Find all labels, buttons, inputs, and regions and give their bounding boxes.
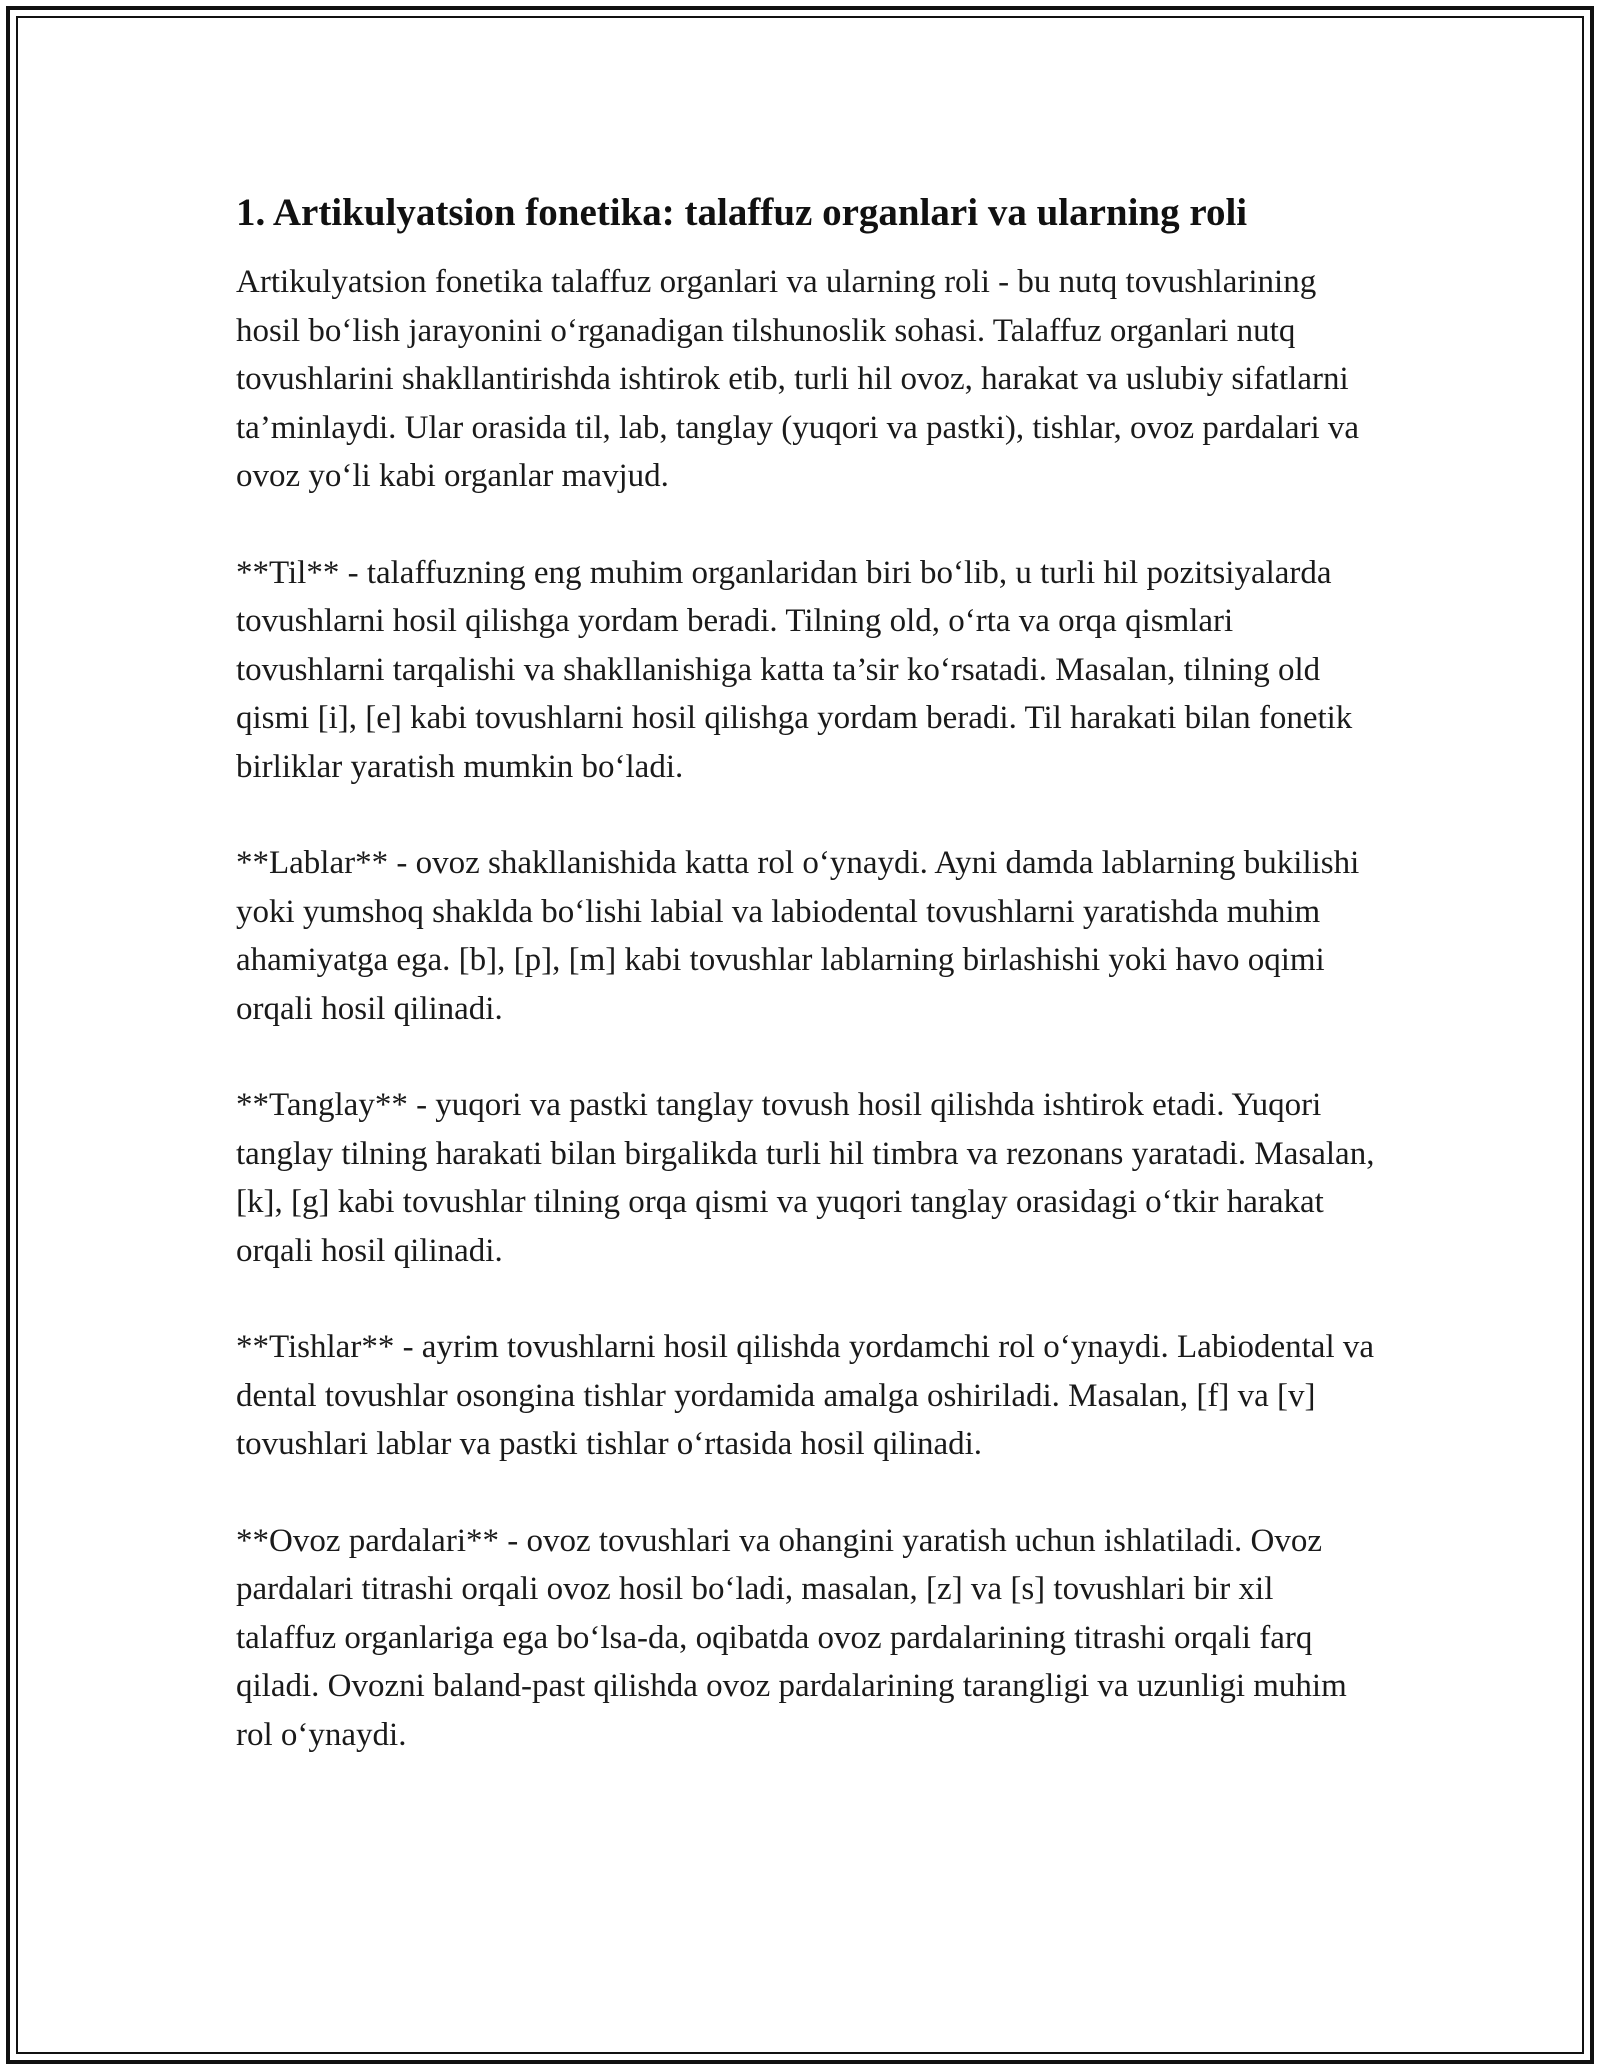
paragraph-tanglay: **Tanglay** - yuqori va pastki tanglay tovush hosil qilishda ishtirok etadi. Yuqori tanglay tilning harakati bilan birgalikda turli hil timbra va rezonans yaratadi. Masalan, [k], [g] kabi tovushlar tilning orqa qismi va yuqori tanglay orasidagi o‘tkir harakat orqali hosil qilinadi. <box>236 1087 1375 1269</box>
document-body <box>236 186 1376 1807</box>
paragraph-ovoz-pardalari: **Ovoz pardalari** - ovoz tovushlari va ohangini yaratish uchun ishlatiladi. Ovoz pardalari titrashi orqali ovoz hosil bo‘ladi, masalan, [z] va [s] tovushlari bir xil talaffuz organlariga ega bo‘lsa-da, oqibatda ovoz pardalarining titrashi orqali farq qiladi. Ovozni baland-past qilishda ovoz pardalarining tarangligi va uzunligi muhim rol o‘ynaydi. <box>236 1522 1347 1753</box>
paragraph-intro: Artikulyatsion fonetika talaffuz organlari va ularning roli - bu nutq tovushlarining hosil bo‘lish jarayonini o‘rganadigan tilshunoslik sohasi. Talaffuz organlari nutq tovushlarini shakllantirishda ishtirok etib, turli hil ovoz, harakat va uslubiy sifatlarni ta’minlaydi. Ular orasida til, lab, tanglay (yuqori va pastki), tishlar, ovoz pardalari va ovoz yo‘li kabi organlar mavjud. <box>236 264 1360 494</box>
paragraph-lablar: **Lablar** - ovoz shakllanishida katta rol o‘ynaydi. Ayni damda lablarning bukilishi yoki yumshoq shaklda bo‘lishi labial va labiodental tovushlarni yaratishda muhim ahamiyatga ega. [b], [p], [m] kabi tovushlar lablarning birlashishi yoki havo oqimi orqali hosil qilinadi. <box>236 845 1360 1027</box>
section-heading: 1. Artikulyatsion fonetika: talaffuz organlari va ularning roli <box>236 191 1248 234</box>
paragraph-til: **Til** - talaffuzning eng muhim organlaridan biri bo‘lib, u turli hil pozitsiyalarda tovushlarni hosil qilishga yordam beradi. Tilning old, o‘rta va orqa qismlari tovushlarni tarqalishi va shakllanishiga katta ta’sir ko‘rsatadi. Masalan, tilning old qismi [i], [e] kabi tovushlarni hosil qilishga yordam beradi. Til harakati bilan fonetik birliklar yaratish mumkin bo‘ladi. <box>236 554 1353 785</box>
paragraph-tishlar: **Tishlar** - ayrim tovushlarni hosil qilishda yordamchi rol o‘ynaydi. Labiodental va dental tovushlar osongina tishlar yordamida amalga oshiriladi. Masalan, [f] va [v] tovushlari lablar va pastki tishlar o‘rtasida hosil qilinadi. <box>236 1329 1375 1462</box>
